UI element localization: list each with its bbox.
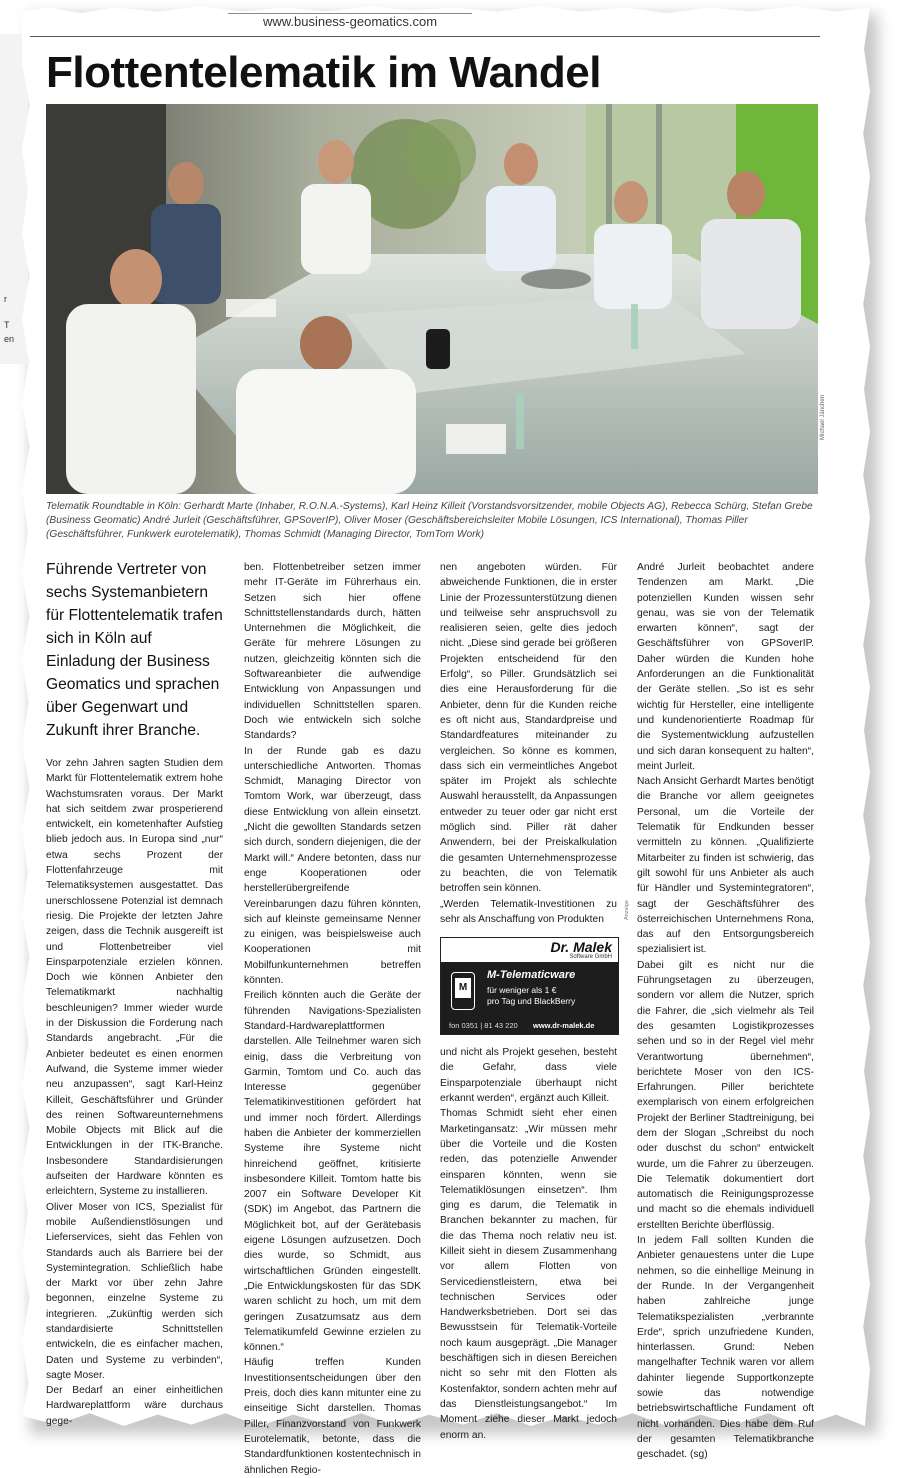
ad-line-1: für weniger als 1 € xyxy=(487,985,557,996)
article-paragraph: Nach Ansicht Gerhardt Martes benötigt die Branche vor allem geeignetes Personal, um die Vorteile der Telematik für Endkunden besser vermitteln zu können. „Qualifizierte Mitarbeiter zu finden ist schwierig, das gilt sowohl für uns Anbieter als auch für Händler und Systemintegratoren“, sagt der Geschäftsführer des österreichischen Unternehmens Rona, das auf den Entsorgungsbereich spezialisiert ist. xyxy=(637,776,814,956)
article-column-4 xyxy=(637,560,814,1463)
edge-fragment: T xyxy=(4,320,10,330)
ad-brand-sub: Software GmbH xyxy=(569,954,612,961)
article-paragraph: nen angeboten würden. Für abweichende Funktionen, die in erster Linie der Prozessunterstützung dienen und teilweise sehr anspruchsvoll zu realisieren seien, gelte dies jedoch nicht. „Diese sind gerade bei größeren Projekten entscheidend für den Erfolg“, so Piller. Grundsätzlich sei dies eine Herausforderung für die Anbieter, denn für die Kunden reiche es oft nicht aus, Standardpreise und Standardfeatures miteinander zu vergleichen. So könne es kommen, dass sich ein vermeintliches Angebot später im Projekt als schlechte Auswahl herausstellt, da Anpassungen entweder zu teuer oder gar nicht erst möglich sind. Piller rät daher Anwendern, bei der Preiskalkulation die gesamten Unternehmensprozesse zu beachten, die von Telematik betroffen sein können. xyxy=(440,562,617,895)
edge-fragment: r xyxy=(4,294,7,304)
article-paragraph: Dabei gilt es nicht nur die Führungsetagen zu überzeugen, sondern vor allem die Nutzer, sprich die Fahrer, die „sich vielmehr als Teil des gesamten Logistikprozesses sehen und so in der Regel viel mehr Verantwortung übernehmen“, berichtete Moser von den ICS-Erfahrungen. Piller berichtete exemplarisch von einem erfolgreichen Projekt der Berliner Stadtreinigung, bei dem der Slogan „Schreibst du noch oder duschst du schon“ entwickelt wurde, um die Fahrer zu überzeugen. Die Telematik dokumentiert dort automatisch die Reinigungsprozesse und macht so die ehemals individuell erstellten Berichte überflüssig. xyxy=(637,959,814,1231)
photo-credit: Michael Jänchen xyxy=(820,394,826,440)
photo-caption: Telematik Roundtable in Köln: Gerhardt Marte (Inhaber, R.O.N.A.-Systems), Karl Heinz Killeit (Vorstandsvorsitzender, mobile Objects AG), Rebecca Schürg, Stefan Grebe (Business Geomatic) André Jurleit (Geschäftsführer, GPSoverIP), Oliver Moser (Geschäftsbereichsleiter Mobile Lösungen, ICS International), Thomas Piller (Geschäftsführer, Funkwerk eurotelematik), Thomas Schmidt (Managing Director, TomTom Work) xyxy=(46,501,813,540)
article-column-2 xyxy=(244,560,421,1478)
article-title: Flottentelematik im Wandel xyxy=(46,48,602,97)
article-paragraph: Häufig treffen Kunden Investitionsentscheidungen über den Preis, doch dies kann mitunter eine zu einseitige Sicht darstellen. Thomas Piller, Finanzvorstand von Funkwerk Eurotelematik, betonte, dass die Standardfunktionen kostentechnisch in ähnlichen Regio- xyxy=(244,1357,421,1476)
phone-screen: M xyxy=(455,978,471,998)
ad-line-2: pro Tag und BlackBerry xyxy=(487,996,576,1007)
article-paragraph: In der Runde gab es dazu unterschiedliche Antworten. Thomas Schmidt, Managing Director von Tomtom Work, war überzeugt, dass diese Entwicklung von allein einsetzt. „Nicht die gewollten Standards setzen sich durch, sondern diejenigen, die der Markt will.“ Andere betonten, dass nur enge Kooperationen oder herstellerübergreifende Vereinbarungen dazu führen könnten, sich auf kleinste gemeinsame Nenner zu einigen, was beispielsweise auch Kooperationen mit Mobilfunkunternehmen betreffen könnten. xyxy=(244,745,421,987)
article-paragraph: ben. Flottenbetreiber setzen immer mehr IT-Geräte im Führerhaus ein. Setzen sich hier offene Schnittstellenstandards durch, hätten Unternehmen die Möglichkeit, die Geräte für mehrere Lösungen zu nutzen, gleichzeitig könnten sich die Softwareanbieter die aufwendige Entwicklung von Anpassungen und individuellen Schnittstellen sparen. Doch wie entwickeln sich solche Standards? xyxy=(244,562,421,742)
article-paragraph: Oliver Moser von ICS, Spezialist für mobile Außendienstlösungen und Lieferservices, sieht das Fehlen von Standards auch als Barriere bei der Systemintegration. Schließlich habe der Markt vor über zehn Jahre begonnen, einzelne Systeme zu integrieren. „Zukünftig werden sich standardisierte Schnittstellen entwickeln, die es einfacher machen, Daten und Systeme zu verbinden“, sagte Moser. xyxy=(46,1201,223,1381)
ad-product: M-Telematicware xyxy=(487,969,576,982)
phone-icon xyxy=(451,972,475,1010)
ad-tag: Anzeige xyxy=(624,900,630,920)
article-paragraph: und nicht als Projekt gesehen, besteht die Gefahr, dass viele Einsparpotenziale überhaupt nicht erkannt werden“, ergänzt auch Killeit. xyxy=(440,1047,617,1105)
article-paragraph: In jedem Fall sollten Kunden die Anbieter genauestens unter die Lupe nehmen, so die einhellige Meinung in der Runde. In der Vergangenheit haben zahlreiche junge Telematikspezialisten „verbrannte Erde“, sprich unzufriedene Kunden, hinterlassen. Grund: Neben mangelhafter Technik waren vor allem dahinter liegende Supportkonzepte sowie das notwendige betriebswirtschaftliche Fundament oft nicht vorhanden. Dies habe dem Ruf der gesamten Telematikbranche geschadet. (sg) xyxy=(637,1235,814,1461)
roundtable-photo xyxy=(46,104,818,494)
ad-header xyxy=(441,938,618,960)
article-paragraph: André Jurleit beobachtet andere Tendenzen am Markt. „Die potenziellen Kunden wissen sehr genau, was sie von der Telematik erwarten können“, sagt der Geschäftsführer von GPSoverIP. Daher würden die Kunden hohe Anforderungen an die Funktionalität der Geräte stellen. „So ist es sehr wichtig für Hersteller, eine intelligente und kundenorientierte Roadmap für die Systementwicklung aufzustellen und sich daran konsequent zu halten“, meint Jurleit. xyxy=(637,562,814,772)
article-column-3 xyxy=(440,560,617,1443)
ad-website-link[interactable]: www.dr-malek.de xyxy=(533,1021,595,1031)
article-lead: Führende Vertreter von sechs Systemanbietern für Flottentelematik trafen sich in Köln auf Einladung der Business Geomatics und sprachen über Gegenwart und Zukunft ihrer Branche. xyxy=(46,561,223,739)
ad-body xyxy=(441,962,618,1034)
header-rule xyxy=(30,36,820,37)
header-url: www.business-geomatics.com xyxy=(262,14,438,29)
ad-brand: Dr. Malek xyxy=(550,939,612,956)
article-paragraph: Freilich könnten auch die Geräte der führenden Navigations-Spezialisten Standard-Hardwareplattformen darstellen. Alle Teilnehmer waren sich einig, dass die Verbreitung von Garmin, Tomtom und Co. auch das Interesse gegenüber Telematikinvestitionen gefördert hat und immer noch fördert. Allerdings haben die Anbieter der kommerziellen Systeme ihre Systeme nicht hinreichend geöffnet, kritisierte insbesondere Killeit. Tomtom hatte bis 2007 ein Software Developer Kit (SDK) im Angebot, das Partnern die Möglichkeit bot, auf der Gerätebasis eigene Lösungen aufzusetzen. Doch dies wurde, so Schmidt, aus wirtschaftlichen Gründen eingestellt. „Die Entwicklungskosten für das SDK waren schlicht zu hoch, um mit dem geringen Zusatzumsatz aus dem Telematikumfeld Gewinne erzielen zu können.“ xyxy=(244,990,421,1354)
advertisement-dr-malek[interactable] xyxy=(440,937,619,1035)
edge-fragment: en xyxy=(4,334,15,344)
article-column-1 xyxy=(46,558,223,1429)
ad-phone-number: fon 0351 | 81 43 220 xyxy=(449,1021,518,1031)
article-paragraph: „Werden Telematik-Investitionen zu sehr als Anschaffung von Produkten xyxy=(440,898,617,925)
article-paragraph: Thomas Schmidt sieht eher einen Marketingansatz: „Wir müssen mehr über die Vorteile und die Kosten reden, das potenzielle Anwender einsparen könnten, wenn sie Telematiklösungen einsetzen“. Ihm ging es darum, die Telematik in Branchen bekannter zu machen, für die das Thema noch relativ neu ist. Killeit sieht in diesem Zusammenhang vor allem Flotten von Servicedienstleistern, etwa bei technischen Services oder Handwerksbetrieben. Dort sei das Bewusstsein für Telematik-Vorteile noch kaum ausgeprägt. „Die Manager beschäftigen sich in diesen Bereichen nicht so sehr mit den Flotten als Kostenfaktor, sondern achten mehr auf das Dienstleistungsangebot.“ Im Moment ziehe dieser Markt jedoch enorm an. xyxy=(440,1108,617,1441)
article-paragraph: Der Bedarf an einer einheitlichen Hardwareplattform wäre durchaus gege- xyxy=(46,1385,223,1427)
article-paragraph: Vor zehn Jahren sagten Studien dem Markt für Flottentelematik extrem hohe Wachstumsraten voraus. Der Markt hat sich seitdem zwar prosperierend entwickelt, ein kometenhafter Aufstieg blieb jedoch aus. In Europa sind „nur“ etwa sechs Prozent der Flottenfahrzeuge mit Telematiksystemen ausgestattet. Das unerschlossene Potenzial ist demnach riesig. Die Projekte der letzten Jahre zeigen, dass die Technik ausgereift ist und Flottenbetreiber viel Einsparpotenziale erzielen können. Doch wie können Anbieter den Telematikmarkt nachhaltig beschleunigen? Immer wieder wurde in der Diskussion die Forderung nach Standards angebracht. „Für die Anbieter bedeutet es einen enormen Aufwand, die Systeme immer wieder neu anzupassen“, sagt Karl-Heinz Killeit, Geschäftsführer und Gründer des reinen Softwareunternehmens Mobile Objects mit Blick auf die Entwicklungen in der ITK-Branche. Insbesondere Standardisierungen aufseiten der Hardware könnten es erleichtern, Systeme zu installieren. xyxy=(46,758,223,1198)
